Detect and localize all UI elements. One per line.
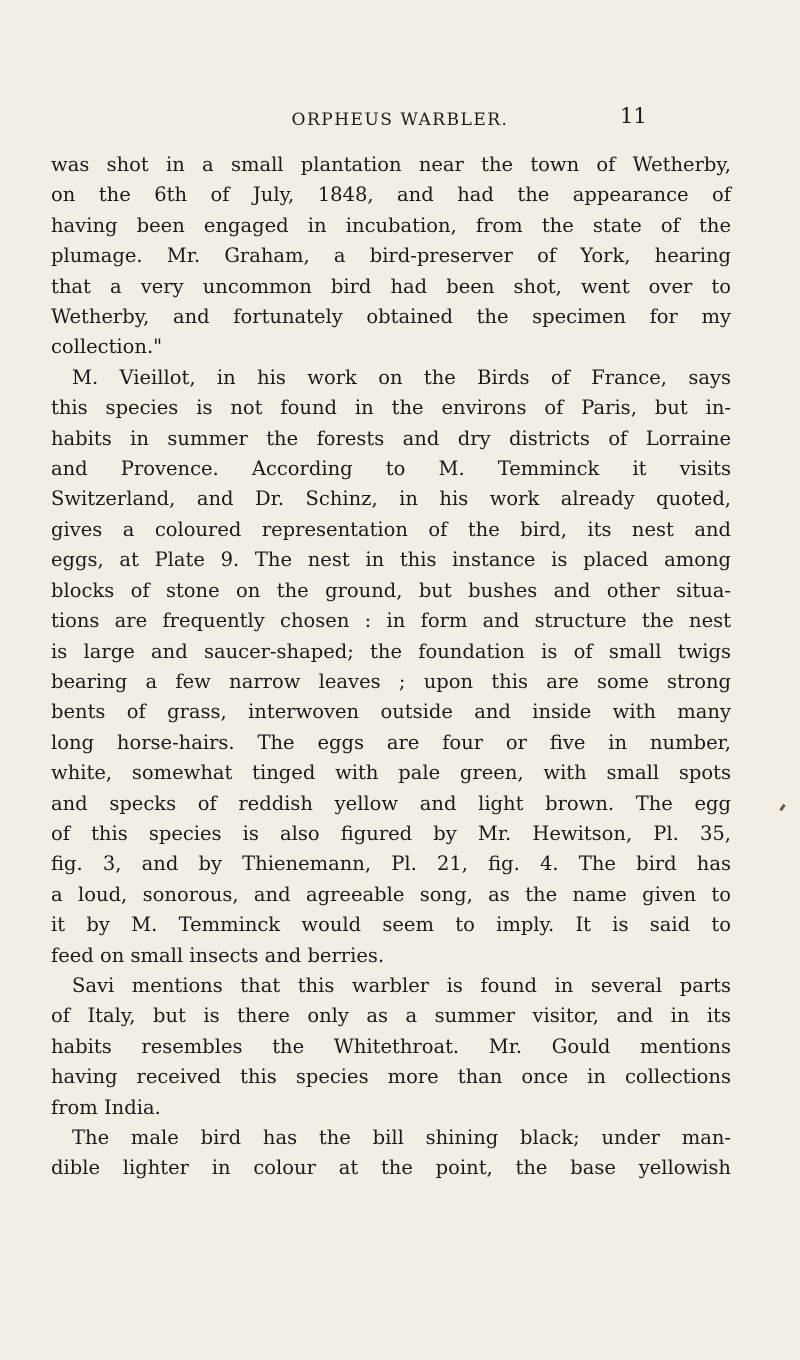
text-line: feed on small insects and berries.: [51, 943, 385, 967]
text-line: of Italy, but is there only as a summer visitor, and in its: [51, 1004, 731, 1028]
text-line: plumage. Mr. Graham, a bird-preserver of York, hearing: [51, 244, 731, 268]
text-line: M. Vieillot, in his work on the Birds of France, says: [72, 365, 731, 389]
text-line: on the 6th of July, 1848, and had the appearance of: [51, 183, 731, 207]
text-line: habits resembles the Whitethroat. Mr. Gould mentions: [51, 1034, 731, 1058]
text-line: this species is not found in the environs of Paris, but in-: [51, 396, 731, 420]
text-line: of this species is also figured by Mr. Hewitson, Pl. 35,: [51, 821, 731, 845]
page-number: 11: [620, 104, 647, 128]
text-line: eggs, at Plate 9. The nest in this instance is placed among: [51, 548, 731, 572]
text-line: from India.: [51, 1095, 161, 1119]
text-line: Savi mentions that this warbler is found in several parts: [72, 973, 731, 997]
text-line: having received this species more than once in collections: [51, 1065, 731, 1089]
text-line: gives a coloured representation of the bird, its nest and: [51, 517, 731, 541]
text-line: was shot in a small plantation near the town of Wetherby,: [51, 153, 731, 176]
text-line: dible lighter in colour at the point, the base yellowish: [51, 1156, 731, 1180]
text-line: collection.": [51, 335, 163, 359]
body-text: [51, 150, 731, 1184]
text-line: Wetherby, and fortunately obtained the specimen for my: [51, 305, 731, 329]
text-line: and specks of reddish yellow and light brown. The egg: [51, 791, 731, 815]
text-line: tions are frequently chosen : in form and structure the nest: [51, 609, 731, 633]
text-line: long horse-hairs. The eggs are four or five in number,: [51, 730, 731, 754]
text-line: blocks of stone on the ground, but bushes and other situa-: [51, 578, 731, 602]
text-line: The male bird has the bill shining black; under man-: [72, 1126, 731, 1149]
text-line: Switzerland, and Dr. Schinz, in his work already quoted,: [51, 487, 731, 511]
text-line: is large and saucer-shaped; the foundation is of small twigs: [51, 639, 731, 663]
running-title: ORPHEUS WARBLER.: [291, 110, 509, 130]
text-line: bents of grass, interwoven outside and inside with many: [51, 700, 731, 724]
text-line: having been engaged in incubation, from the state of the: [51, 213, 731, 237]
text-line: fig. 3, and by Thienemann, Pl. 21, fig. 4. The bird has: [51, 852, 731, 876]
text-line: and Provence. According to M. Temminck it visits: [51, 457, 731, 481]
text-line: it by M. Temminck would seem to imply. It is said to: [51, 913, 731, 937]
text-line: habits in summer the forests and dry districts of Lorraine: [51, 426, 731, 450]
paper-fleck: [779, 804, 785, 811]
text-line: white, somewhat tinged with pale green, with small spots: [51, 761, 731, 785]
text-line: a loud, sonorous, and agreeable song, as the name given to: [51, 882, 731, 906]
text-line: bearing a few narrow leaves ; upon this are some strong: [51, 669, 731, 693]
text-line: that a very uncommon bird had been shot, went over to: [51, 274, 731, 298]
